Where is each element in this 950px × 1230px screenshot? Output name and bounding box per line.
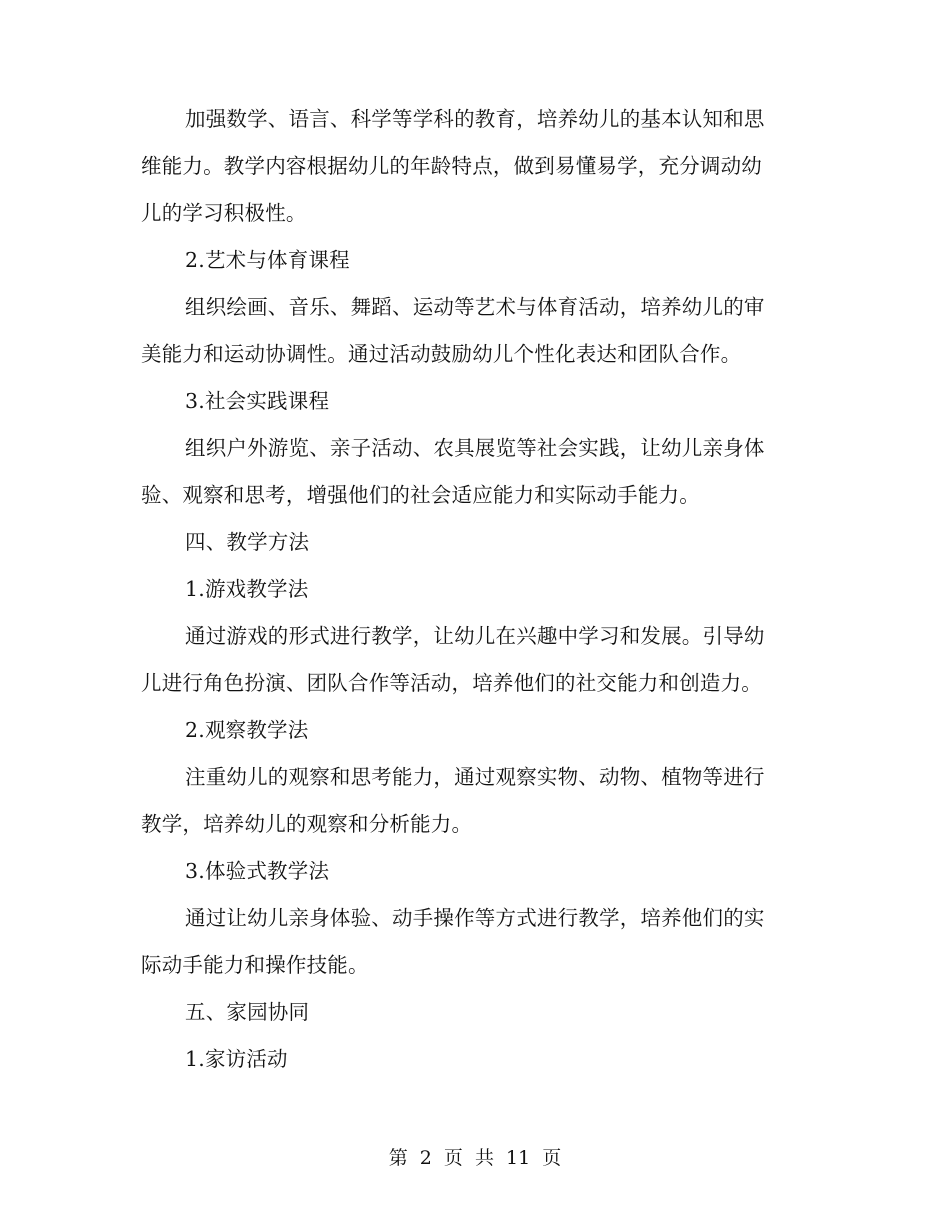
text-line: 注重幼儿的观察和思考能力，通过观察实物、动物、植物等进行 (185, 765, 765, 789)
text-line: 维能力。教学内容根据幼儿的年龄特点，做到易懂易学，充分调动幼 (141, 154, 762, 178)
text-line: 际动手能力和操作技能。 (141, 953, 369, 977)
chapter-heading: 五、家园协同 (185, 1000, 310, 1024)
section-heading: 3.社会实践课程 (185, 389, 330, 413)
text-line: 通过游戏的形式进行教学，让幼儿在兴趣中学习和发展。引导幼 (185, 624, 765, 648)
chapter-heading: 四、教学方法 (185, 530, 310, 554)
text-line: 美能力和运动协调性。通过活动鼓励幼儿个性化表达和团队合作。 (141, 342, 742, 366)
text-line: 儿的学习积极性。 (141, 201, 307, 225)
section-heading: 1.家访活动 (185, 1047, 288, 1071)
page-number-footer: 第 2 页 共 11 页 (388, 1147, 562, 1169)
section-heading: 1.游戏教学法 (185, 577, 309, 601)
text-line: 儿进行角色扮演、团队合作等活动，培养他们的社交能力和创造力。 (141, 671, 762, 695)
section-heading: 2.观察教学法 (185, 718, 309, 742)
section-heading: 2.艺术与体育课程 (185, 248, 350, 272)
text-line: 教学，培养幼儿的观察和分析能力。 (141, 812, 473, 836)
document-body (141, 96, 801, 1083)
section-heading: 3.体验式教学法 (185, 859, 330, 883)
text-line: 加强数学、语言、科学等学科的教育，培养幼儿的基本认知和思 (185, 107, 765, 131)
text-line: 组织绘画、音乐、舞蹈、运动等艺术与体育活动，培养幼儿的审 (185, 295, 765, 319)
text-line: 通过让幼儿亲身体验、动手操作等方式进行教学，培养他们的实 (185, 906, 765, 930)
text-line: 组织户外游览、亲子活动、农具展览等社会实践，让幼儿亲身体 (185, 436, 765, 460)
text-line: 验、观察和思考，增强他们的社会适应能力和实际动手能力。 (141, 483, 700, 507)
